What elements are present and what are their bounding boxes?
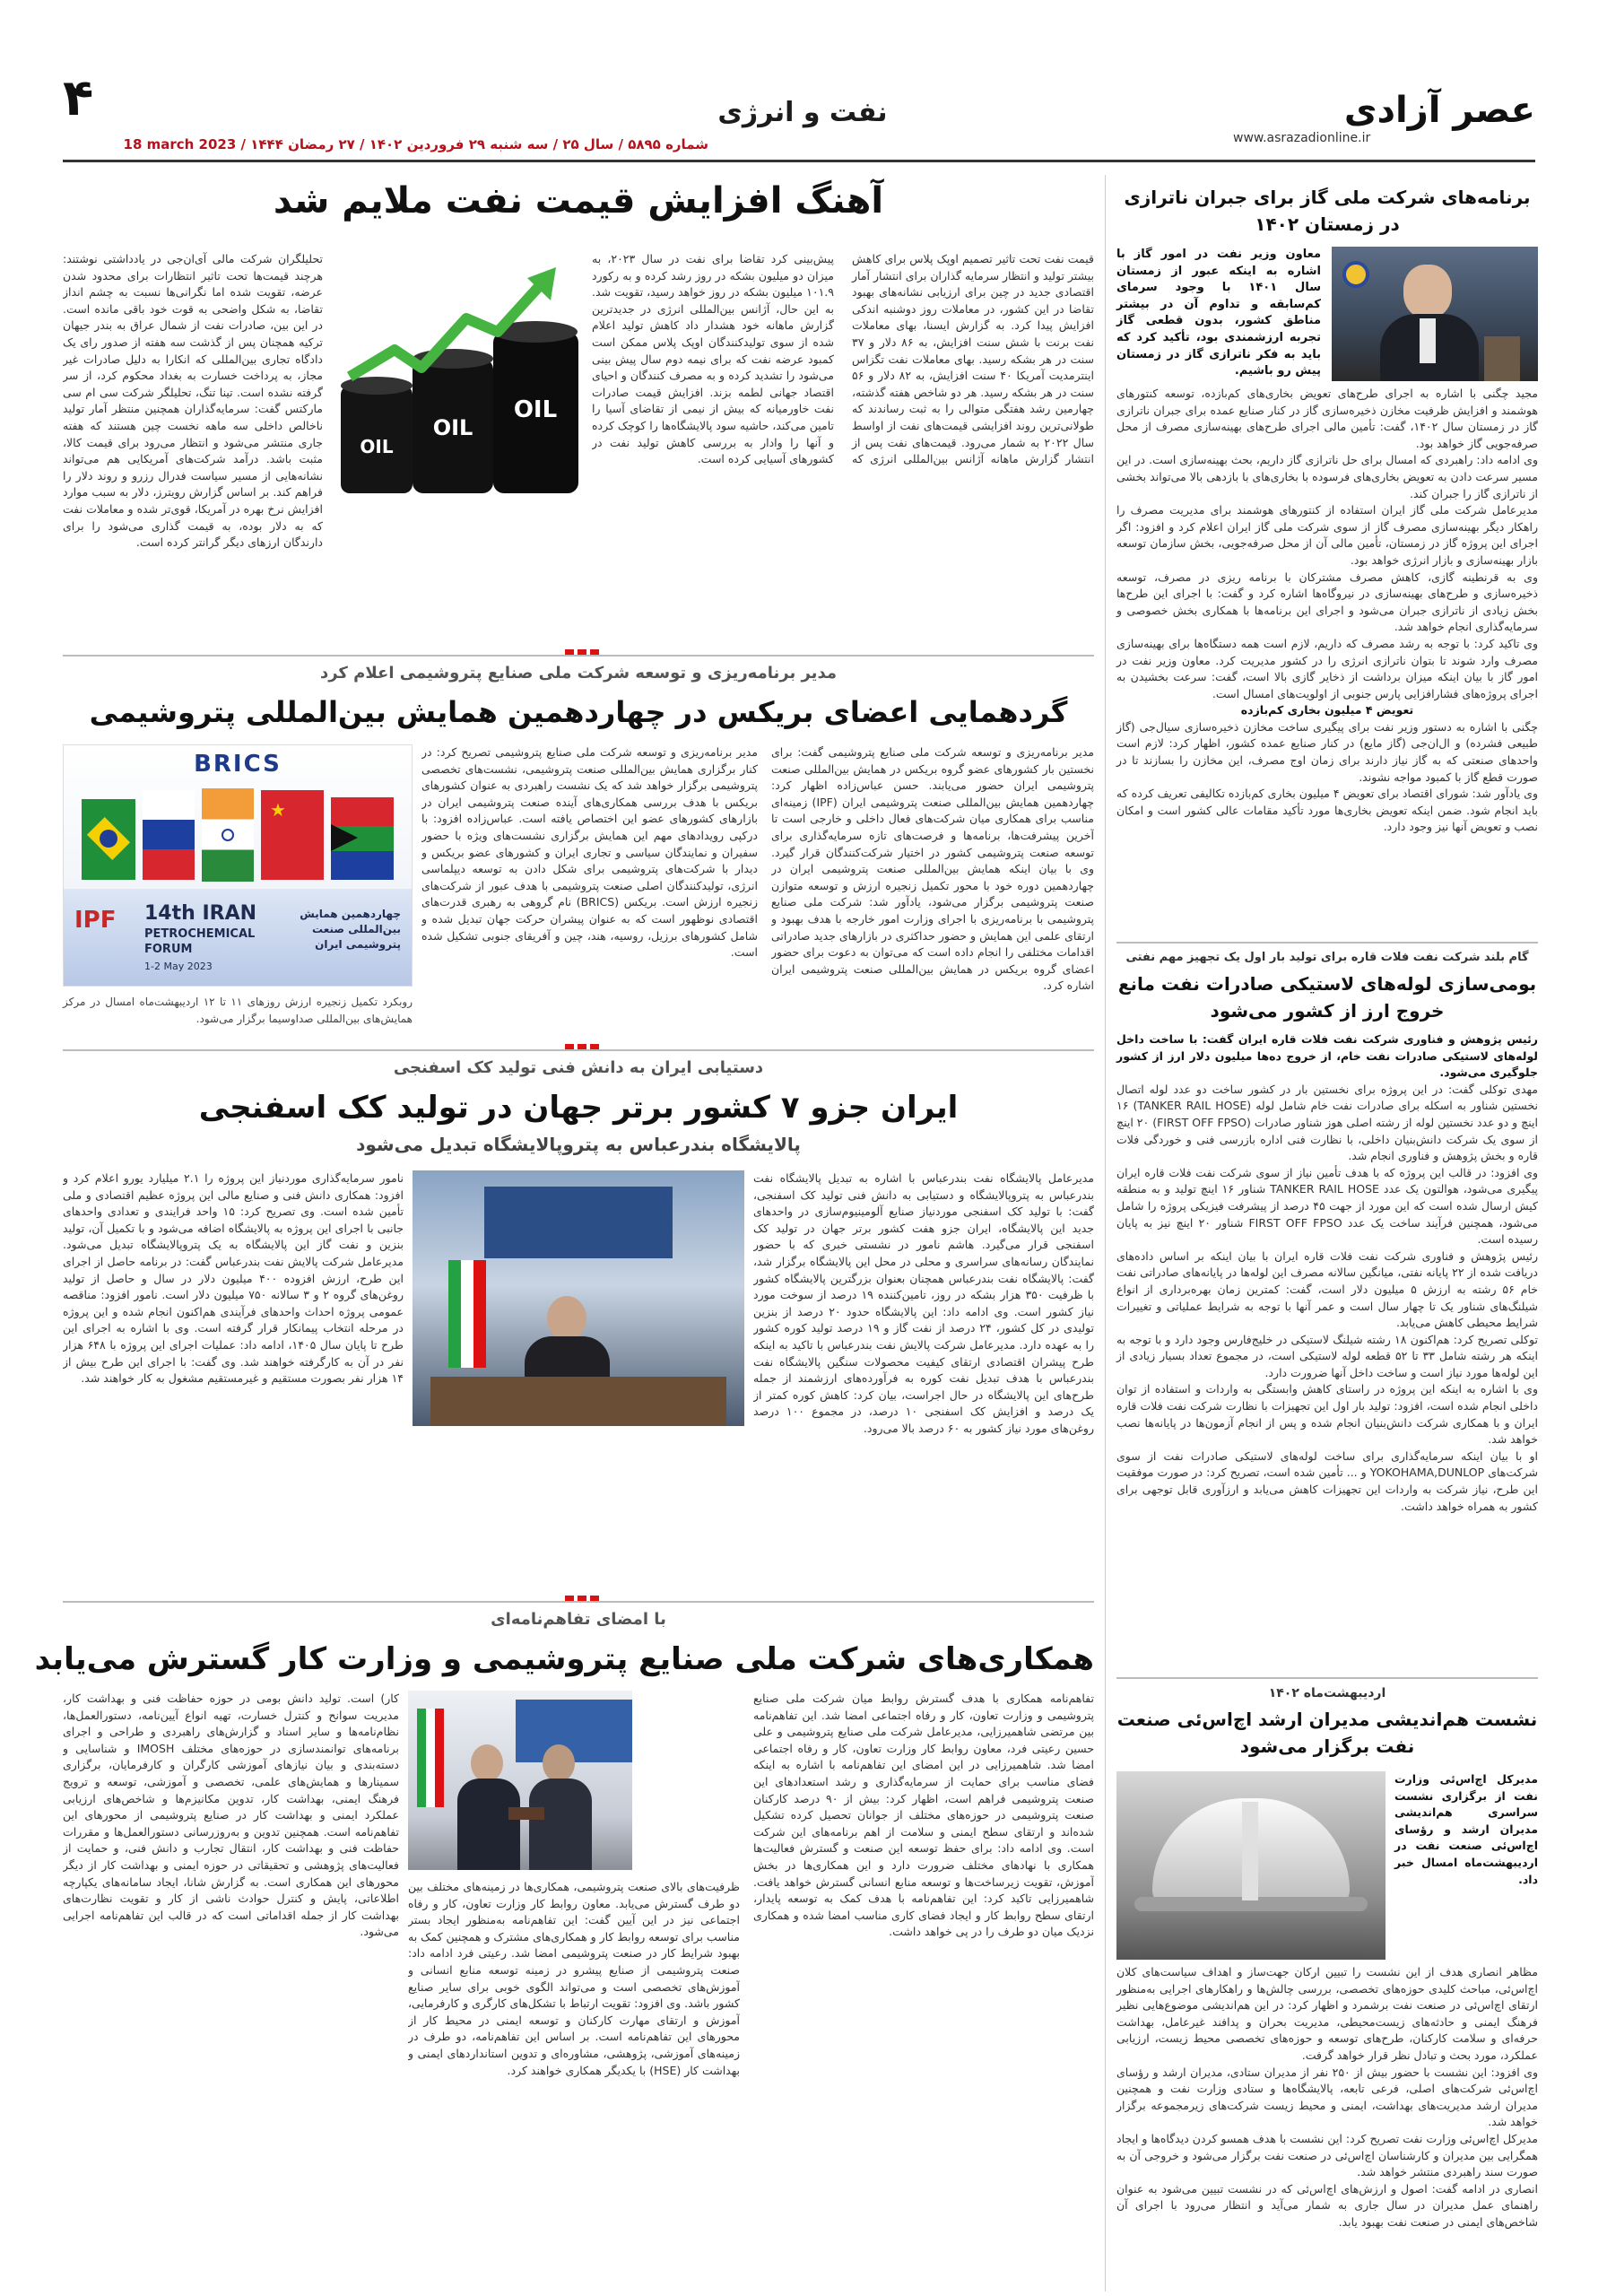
barrel-1 xyxy=(341,377,413,493)
coop-title: همکاری‌های شرکت ملی صنایع پتروشیمی و وزارت کار گسترش می‌یابد xyxy=(34,1641,1094,1677)
brics-kicker: مدیر برنامه‌ریزی و توسعه شرکت ملی صنایع پتروشیمی اعلام کرد xyxy=(320,664,837,683)
oil-barrels-illustration xyxy=(332,251,583,511)
coke-subtitle: پالایشگاه بندرعباس به پتروپالایشگاه تبدیل می‌شود xyxy=(356,1134,801,1155)
brics-caption: روبکرد تکمیل زنجیره ارزش روزهای ۱۱ تا ۱۲ اردیبهشت‌ماه امسال در مرکز همایش‌های بین‌المللی صداوسیما برگزار می‌شود. xyxy=(63,996,413,1025)
coke-title: ایران جزو ۷ کشور برتر جهان در تولید کک اسفنجی xyxy=(198,1090,959,1126)
coop-kicker: با امضای تفاهم‌نامه‌ای xyxy=(491,1610,666,1629)
date-line-fa: شماره ۵۸۹۵ / سال ۲۵ / سه شنبه ۲۹ فروردین ۱۴۰۲ / ۲۷ رمضان ۱۴۴۴ / xyxy=(240,136,708,152)
poster-logo: IPF xyxy=(74,907,117,934)
flag-south-africa xyxy=(331,797,394,880)
hse-p2: وی افزود: این نشست با حضور بیش از ۲۵۰ نفر از مدیران ستادی، مدیران ارشد و رؤسای اچ‌اس‌ئی شرکت‌های اصلی، فرعی تابعه، پالایشگاه‌ها و ستادی وزارت نفت و همچنین مدیران ارشد مدیریت‌های بهداشت، ایمنی و محیط زیست شرکت‌های زیرمجموعه برگزار خواهد شد. xyxy=(1116,2065,1538,2129)
poster-edition: 14th IRAN xyxy=(144,902,257,925)
brics-col1: مدیر برنامه‌ریزی و توسعه شرکت ملی صنایع پتروشیمی گفت: برای نخستین بار کشورهای عضو گروه بریکس در همایش بین‌المللی صنعت پتروشیمی ایران حضور می‌یابند. حسن عباس‌زاده اظهار کرد: چهاردهمین همایش بین‌المللی صنعت پتروشیمی ایران (IPF) زمینه‌ای مناسب برای همکاری میان شرکت‌های فعال داخلی و خارجی است تا آخرین پیشرفت‌ها، برنامه‌ها و فرصت‌های تازه سرمایه‌گذاری برای توسعه صنعت پتروشیمی کشور در اختیار شرکت‌کنندگان قرار گیرد. وی با بیان اینکه همایش بین‌المللی صنعت پتروشیمی ایران در چهاردهمین دوره خود با محور تکمیل زنجیره ارزش و توسعه متوازن صنعت پتروشیمی برگزار می‌شود، یادآور شد: شرکت ملی صنایع پتروشیمی با برنامه‌ریزی با اجرای وزارت امور خارجه با هدف بهبود و ارتقای علمی این همایش و حضور حداکثری در بازارهای جدید صادراتی اقدامات مختلفی را انجام داده است که می‌توان به دعوت برای حضور اعضای گروه بریکس در همایش بین‌المللی صنعت پتروشیمی ایران اشاره کرد. xyxy=(771,745,1094,993)
website: www.asrazadionline.ir xyxy=(1233,131,1371,145)
pipe-p2: وی افزود: در قالب این پروژه که با هدف تأمین نیاز از سوی شرکت نفت فلات قاره ایران پیگیری می‌شود، هوالتون یک عدد TANKER RAIL HOSE شناور ۱۶ اینچ تولید و به منطقه کیش ارسال شده است که این مورد از جهت ۴۵ درصد از پیشرفت فیزیکی پروژه را شامل می‌شود، همچنین فرآیند ساخت یک عدد FIRST OFF FPSO شناور ۲۰ اینچ نیز به پایان رسیده است. xyxy=(1116,1165,1539,1247)
coke-kicker: دستیابی ایران به دانش فنی تولید کک اسفنجی xyxy=(393,1058,764,1077)
page-number: ۴ xyxy=(63,69,94,127)
date-line xyxy=(63,136,708,152)
date-line-en: 18 march 2023 xyxy=(123,136,237,152)
barrel-3-label: OIL xyxy=(513,396,558,423)
gas-lead: معاون وزیر نفت در امور گاز با اشاره به اینکه عبور از زمستان سال ۱۴۰۱ با وجود سرمای کم‌سابقه و تداوم آن در بیشتر مناطق کشور، بدون قطعی گاز تجربه ارزشمندی بود، تأکید کرد که باید به فکر ناترازی گاز در زمستان پیش رو باشیم. xyxy=(1116,248,1321,378)
coke-press-photo xyxy=(413,1170,744,1426)
gas-subhead: تعویض ۴ میلیون بخاری کم‌بازده xyxy=(1240,703,1414,718)
hse-p3: مدیرکل اچ‌اس‌ئی وزارت نفت تصریح کرد: این نشست با هدف همسو کردن دیدگاه‌ها و ایجاد همگرایی بین مدیران و کارشناسان اچ‌اس‌ئی در صنعت نفت برگزار می‌شود و خروجی آن به صورت سند راهبردی منتشر خواهد شد. xyxy=(1116,2131,1538,2179)
coke-col2: نامور سرمایه‌گذاری موردنیاز این پروژه را ۲.۱ میلیارد یورو اعلام کرد و افزود: همکاری دانش فنی و صنایع مالی این پروژه عظیم اقتصادی و ملی تأمین شده است. وی تصریح کرد: ۱۵ واحد فرایندی و تعدادی واحدهای جانبی با اجرای این پروژه به پالایشگاه اضافه می‌شود و با تکمیل آن، تولید بنزین و نفت گاز این پالایشگاه به یک پتروپالایشگاه تبدیل می‌شود. مدیرعامل شرکت پالایش نفت بندرعباس گفت: در برنامه حاصل از اجرای این طرح، ارزش افزوده ۴۰۰ میلیون دلار در سال و حاصل از تولید روغن‌های گروه ۲ و ۳ سالانه ۷۵۰ میلیون دلار است. نامور افزود: مناقصه عمومی پروژه احداث واحدهای فرآیندی هم‌اکنون انجام شده و این پروژه در مرحله انتخاب پیمانکار قرار گرفته است. وی با اشاره به اجرای این طرح تا پایان سال ۱۴۰۵، ادامه داد: عملیات اجرای این پروژه با ۶۴۸ هزار نفر در آن به کارگرفته خواهند شد. وی گفت: با اجرای این طرح بیش از ۱۴ هزار نفر بصورت مستقیم و غیرمستقیم مشغول به کار خواهند شد. xyxy=(63,1171,404,1386)
gas-p2: وی ادامه داد: راهبردی که امسال برای حل ناترازی گاز داریم، بحث بهینه‌سازی است. در این مسیر سرعت دادن به تعویض بخاری‌های فرسوده با بخاری‌های با بازدهی بالا می‌تواند بخشی از ناترازی گاز را جبران کند. xyxy=(1116,453,1538,500)
barrel-2-label: OIL xyxy=(432,415,473,440)
hse-title: نشست هم‌اندیشی مدیران ارشد اچ‌اس‌ئی صنعت نفت برگزار می‌شود xyxy=(1116,1709,1538,1757)
brics-col2: مدیر برنامه‌ریزی و توسعه شرکت ملی صنایع پتروشیمی تصریح کرد: در کنار برگزاری همایش بین‌المللی صنعت پتروشیمی، نشست‌های تخصصی پتروشیمی برگزار خواهد شد که یک نشست راهبردی به عنوان کشورهای بریکس با هدف بررسی همکاری‌های آینده صنعت پتروشیمی ایران در بازارهای کشورهای عضو این اختصاص یافته است. عباس‌زاده افزود: با درکپی رویدادهای مهم این همایش برگزاری نشست‌های ویژه با حضور سفیران و نمایندگان سیاسی و تجاری ایران و کشورهای عضو بریکس و دیدار با شرکت‌های پتروشیمی برای شکل دادن به توسعه دیپلماسی انرژی، تولیدکنندگان اصلی صنعت پتروشیمی با هدف عبور از شرکت‌های زنجیره ارزش است. بریکس (BRICS) نام گروهی به رهبری قدرت‌های اقتصادی نوظهور است که به عنوان پیشران حرکت جهان تبدیل شده و شامل کشورهای برزیل، روسیه، هند، چین و آفریقای جنوبی تشکیل شده است. xyxy=(421,745,758,960)
hse-p4: انصاری در ادامه گفت: اصول و ارزش‌های اچ‌اس‌ئی که در نشست تبیین می‌شود به عنوان راهنمای عمل مدیران در سال جاری به شمار می‌آید و انتظار می‌رود با اجرای آن شاخص‌های ایمنی در صنعت نفت بهبود یابد. xyxy=(1116,2181,1538,2229)
flag-brazil xyxy=(82,799,135,880)
poster-heading: BRICS xyxy=(194,751,282,778)
barrel-1-label: OIL xyxy=(360,436,394,457)
brics-poster xyxy=(63,744,413,987)
flag-india xyxy=(202,788,254,882)
gas-p5: وی تاکید کرد: با توجه به رشد مصرف که داریم، لازم است همه دستگاه‌ها برای بهینه‌سازی مصرف وارد شوند تا بتوان ناترازی انرژی را در کشور مدیریت کرد. معاون وزیر نفت در امور گاز با بیان اینکه میزان برداشت از ذخایر گازی بالا است، گفت: سرعت بخشیدن به اجرای پروژه‌های فشارافزایی پارس جنوبی از اولویت‌های امسال است. xyxy=(1116,636,1538,700)
pipe-p3: رئیس پژوهش و فناوری شرکت نفت فلات قاره ایران با بیان اینکه بر اساس داده‌های دریافت شده از ۲۲ پایانه نفتی، میانگین سالانه مصرف این لوله‌ها در پایانه‌های صادراتی نفت خام ۵۶ رشته به ارزش ۵ میلیون دلار است، گفت: کمترین زمان بهره‌برداری از انواع شیلنگ‌های شناور یک تا چهار سال است و عمر آنها با توجه به شرایط عملیاتی و تغییرات شرایط محیطی کاهش می‌یابد. xyxy=(1116,1248,1539,1330)
gas-p7: وی یادآور شد: شورای اقتصاد برای تعویض ۴ میلیون بخاری کم‌بازده تکالیفی تعریف کرده که باید انجام شود. ضمن اینکه تعویض بخاری‌ها مورد تأکید مقامات عالی کشور است و امکان نصب و تعویض آنها نیز وجود دارد. xyxy=(1116,787,1538,834)
masthead-logo: عصر آزادی xyxy=(1343,90,1535,131)
gas-body xyxy=(1116,386,1538,836)
gas-title: برنامه‌های شرکت ملی گاز برای جبران ناترازی در زمستان ۱۴۰۲ xyxy=(1124,187,1531,235)
poster-fa-line: چهاردهمین همایش بین‌المللی صنعت پتروشیمی ایران xyxy=(300,908,401,951)
oil-title: آهنگ افزایش قیمت نفت ملایم شد xyxy=(273,180,884,222)
hse-lead: مدیرکل اچ‌اس‌ئی وزارت نفت از برگزاری نشست سراسری هم‌اندیشی مدیران ارشد و رؤسای اچ‌اس‌ئی صنعت نفت در اردیبهشت‌ماه امسال خبر داد. xyxy=(1394,1772,1538,1886)
coop-col3: کار) است. تولید دانش بومی در حوزه حفاظت فنی و بهداشت کار، مدیریت سوانح و کنترل خسارت، تهیه انواع آیین‌نامه، دستورالعمل‌ها، نظام‌نامه‌ها و سایر اسناد و گزارش‌های راهبردی و طراحی و اجرای برنامه‌های توانمندسازی در حوزه‌های مختلف IMOSH و شناسایی و دسته‌بندی و بیان نیازهای آموزشی کارگران و کارفرمایان، برگزاری سمینارها و همایش‌های علمی، تخصصی و آموزشی، توسعه و ترویج فرهنگ ایمنی، بهداشت کار، تدوین مکانیزم‌ها و شاخص‌های ارزیابی عملکرد ایمنی و بهداشت کار در صنایع پتروشیمی از محورهای این تفاهم‌نامه است. همچنین تدوین و به‌روزرسانی دستورالعمل‌ها و مقررات حفاظت فنی و بهداشت کار، انتقال تجارب و دانش فنی، و حمایت از فعالیت‌های پژوهشی و تحقیقاتی در حوزه ایمنی و بهداشت کار از دیگر محورهای این همکاری است. به گزارش شانا، ایجاد سامانه‌های یکپارچه اطلاعاتی، پایش و کنترل حوادث ناشی از کار و تقویت نظارت‌های بهداشت کار از جمله اقداماتی است که در قالب این تفاهم‌نامه اجرایی می‌شود. xyxy=(63,1692,399,1939)
section-title: نفت و انرژی xyxy=(717,97,888,128)
poster-title1: PETROCHEMICAL xyxy=(144,927,256,941)
gas-p1: مجید چگنی با اشاره به اجرای طرح‌های تعویض بخاری‌های کم‌بازده، توسعه کنتورهای هوشمند و افزایش ظرفیت مخازن ذخیره‌سازی گاز در کنار صنایع عمده برای جبران ناترازی گاز در زمستان سال ۱۴۰۲، گفت: تأمین مالی اجرای طرح‌های بهینه‌سازی مصرف از محل صرفه‌جویی گاز خواهد بود. xyxy=(1116,387,1538,450)
pipe-p6: او با بیان اینکه سرمایه‌گذاری برای ساخت لوله‌های لاستیکی صادرات نفت از سوی شرکت‌های YOKOHAMA,DUNLOP و ... تأمین شده است، تصریح کرد: در صورت موفقیت این طرح، نیاز شرکت به واردات این تجهیزات کاهش می‌یابد و ارزآوری قابل توجهی برای کشور به همراه خواهد داشت. xyxy=(1116,1448,1538,1513)
poster-dates: 1-2 May 2023 xyxy=(144,961,213,972)
coop-col1: تفاهم‌نامه همکاری با هدف گسترش روابط میان شرکت ملی صنایع پتروشیمی و وزارت تعاون، کار و رفاه اجتماعی امضا شد. این تفاهم‌نامه بین مرتضی شاهمیرزایی، مدیرعامل شرکت ملی صنایع پتروشیمی و علی حسین رعیتی فرد، معاون روابط کار وزارت تعاون، کار و رفاه اجتماعی امضا شد. شاهمیرزایی در این امضای این تفاهم‌نامه با اشاره به اینکه فضای مناسب برای حمایت از سرمایه‌گذاری و رشد استعدادهای این صنعت پتروشیمی فراهم است، اظهار کرد: بیش از ۹۰ درصد کارکنان صنعت پتروشیمی در حوزه‌های مختلف از جوانان تحصیل کرده تشکیل شده‌اند و ارتقای سطح ایمنی و سلامت از اهم برنامه‌های این شرکت است. وی ادامه داد: برای حفظ توسعه این صنعت و گسترش فعالیت‌ها همکاری با نهادهای مختلف ضرورت دارد و این همکاری‌ها در بخش آموزش، تقویت زیرساخت‌ها و توسعه منابع انسانی گسترش خواهد یافت. شاهمیرزایی تاکید کرد: این تفاهم‌نامه با هدف کمک به توسعه پایدار، ارتقای سطح روابط کار و ایجاد فضای کاری مناسب امضا شده و همکاری نزدیک میان دو طرف را در پی خواهد داشت. xyxy=(753,1692,1094,1939)
brics-title: گردهمایی اعضای بریکس در چهاردهمین همایش بین‌المللی پتروشیمی xyxy=(89,695,1068,729)
pipe-title: بومی‌سازی لوله‌های لاستیکی صادرات نفت مانع خروج ارز از کشور می‌شود xyxy=(1117,973,1537,1022)
hse-body xyxy=(1116,1964,1538,2231)
flag-china: ★ xyxy=(261,790,324,880)
pipe-p1: مهدی توکلی گفت: در این پروژه برای نخستین بار در کشور ساخت دو عدد لوله اتصال نخستین شناور به اسکله برای صادرات نفت خام شامل لوله (TANKER RAIL HOSE) ۱۶ اینچ و دو عدد نخستین لوله از رشته اصلی هوز شناور صادرات (FIRST OFF FPSO) ۲۰ اینچ از سوی یک شرکت دانش‌بنیان داخلی، با نظارت فنی اداره بازرسی فنی و خوردگی فلات قاره و بخش پژوهش و فناوری انجام شد. xyxy=(1116,1082,1538,1163)
pipe-body xyxy=(1116,1031,1538,1515)
coop-col2: ظرفیت‌های بالای صنعت پتروشیمی، همکاری‌ها در زمینه‌های مختلف بین دو طرف گسترش می‌یابد. معاون روابط کار وزارت تعاون، کار و رفاه اجتماعی نیز در این آیین گفت: این تفاهم‌نامه به‌منظور ایجاد بستر مناسب برای توسعه روابط کار و همکاری‌های مشترک و همچنین کمک به بهبود شرایط کار در صنعت پتروشیمی امضا شد. رعیتی فرد ادامه داد: صنعت پتروشیمی از صنایع پیشرو در زمینه توسعه منابع انسانی و آموزش‌های تخصصی است و می‌تواند الگوی خوبی برای سایر صنایع کشور باشد. وی افزود: تقویت ارتباط با تشکل‌های کارگری و کارفرمایی، آموزش و ارتقای مهارت کارکنان و توسعه ایمنی در محیط کار از محورهای این تفاهم‌نامه است. بر اساس این تفاهم‌نامه، دو طرف در زمینه‌های آموزشی، پژوهشی، مشاوره‌ای و تدوین استانداردهای ایمنی و بهداشت کار (HSE) با یکدیگر همکاری خواهند کرد. xyxy=(408,1880,740,2077)
pipe-p5: وی با اشاره به اینکه این پروژه در راستای کاهش وابستگی به واردات و استفاده از توان داخلی انجام شده است، افزود: تولید بار اول این تجهیزات با نظارت شرکت نفت فلات قاره ایران و با همکاری شرکت دانش‌بنیان انجام شده و پس از انجام آزمون‌ها در پایانه‌ها نصب خواهد شد. xyxy=(1116,1382,1538,1447)
gas-photo xyxy=(1332,247,1538,381)
hse-helmet-photo xyxy=(1116,1771,1385,1960)
gas-p3: مدیرعامل شرکت ملی گاز ایران استفاده از کنتورهای هوشمند برای مدیریت مصرف را راهکار دیگر بهینه‌سازی مصرف گاز از سوی شرکت ملی گاز ایران اعلام کرد و افزود: اگر اجرای این پروژه گاز در زمستان، تأمین مالی آن از محل صرفه‌جویی، بخش سازمان توسعه بازار بهینه‌سازی و بازار انرژی خواهد بود. xyxy=(1116,503,1538,567)
oil-col1: قیمت نفت تحت تاثیر تصمیم اوپک پلاس برای کاهش بیشتر تولید و انتظار سرمایه گذاران برای انتشار آمار اقتصادی جدید در چین برای ارزیابی نشانه‌های بهبود تقاضا در این کشور، در معاملات روز دوشنبه اندکی افزایش پیدا کرد. به گزارش ایسنا، بهای معاملات نفت برنت با شش سنت افزایش، به ۸۶ دلار و ۳۷ سنت در هر بشکه رسید. بهای معاملات نفت تگزاس اینترمدیت آمریکا ۴۰ سنت افزایش، به ۸۲ دلار و ۵۶ سنت در هر بشکه رسید. هر دو شاخص هفته گذشته، چهارمین رشد هفتگی متوالی را به ثبت رساندند که طولانی‌ترین روند افزایشی قیمت‌های نفت از اواسط سال ۲۰۲۲ به شمار می‌رود. قیمت‌های نفت پس از انتشار گزارش ماهانه آژانس بین‌المللی انرژی که پیش‌بینی کرد تقاضا برای نفت در سال ۲۰۲۳، به میزان دو میلیون بشکه در روز رشد کرده و به رکورد ۱۰۱.۹ میلیون بشکه در روز خواهد رسید، تقویت شد. به این حال، آژانس بین‌المللی انرژی در جدیدترین گزارش ماهانه خود هشدار داد کاهش تولید اعلام شده از سوی تولیدکنندگان اوپک پلاس ممکن است کمبود عرضه نفت که برای نیمه دوم سال پیش بینی می‌شود را تشدید کرده و به مصرف کنندگان و احیای اقتصاد جهانی لطمه بزند. افزایش قیمت صادرات نفت خاورمیانه که بیش از نیمی از تقاضای آسیا را تامین می‌کند، حاشیه سود پالایشگاه‌ها را کوچک کرده و آنها را وادار به بررسی کاهش تولید نفت در کشورهای آسیایی کرده است. xyxy=(592,252,1094,466)
hse-kicker: اردیبهشت‌ماه ۱۴۰۲ xyxy=(1268,1686,1386,1700)
coop-signing-photo xyxy=(408,1691,632,1870)
oil-col2: تحلیلگران شرکت مالی آی‌ان‌جی در یادداشتی نوشتند: هرچند قیمت‌ها تحت تاثیر انتظارات برای محدود شدن عرضه، تقویت شده اما نگرانی‌ها نسبت به چشم انداز تقاضا، به شکل واضحی به قوت خود باقی مانده است. در این بین، صادرات نفت از شمال عراق به بندر جیهان ترکیه همچنان پس از گذشت سه هفته از صدور رای یک دادگاه تجاری بین‌المللی که انکارا به دلیل صادرات غیر مجاز، به پرداخت خسارت به بغداد محکوم کرد، از سر گرفته نشده است. تینا تنگ، تحلیلگر شرکت سی ام سی مارکتس گفت: سرمایه‌گذاران همچنین منتظر آمار تولید ناخالص داخلی سه ماهه نخست چین هستند که هفته جاری منتشر می‌شود و انتظار می‌رود برای قیمت کالا، مثبت باشد. درآمد شرکت‌های آمریکایی هم می‌تواند نشانه‌هایی از مسیر سیاست فدرال رزرو و روند دلار را فراهم کند. بر اساس گزارش رویترز، دلار به سبب موارد افزایش نرخ بهره در آمریکا، قوی‌تر شده و معاملات نفت که به دلار بوده، به قیمت گذاری می‌شود را برای دارندگان ارزهای دیگر گرانتر کرده است. xyxy=(63,252,323,550)
coke-col1: مدیرعامل پالایشگاه نفت بندرعباس با اشاره به تبدیل پالایشگاه نفت بندرعباس به پتروپالایشگاه و دستیابی به دانش فنی تولید کک اسفنجی، گفت: با تولید کک اسفنجی موردنیاز صنایع آلومینیوم‌سازی در واحدهای جدید این پالایشگاه، ایران جزو هفت کشور برتر جهان در تولید کک اسفنجی قرار می‌گیرد. هاشم نامور در نشستی خبری که با حضور نمایندگان رسانه‌های سراسری و محلی در محل این پالایشگاه برگزار شد، گفت: پالایشگاه نفت بندرعباس همچنان بعنوان بزرگترین پالایشگاه کشور با ظرفیت ۳۵۰ هزار بشکه در روز، تامین‌کننده ۱۹ درصد از سوخت مورد نیاز کشور است. وی ادامه داد: این پالایشگاه حدود ۲۰ درصد از بنزین تولیدی در کل کشور، ۲۴ درصد از نفت گاز و ۱۹ درصد تولید کوره کشور را به عهده دارد. مدیرعامل شرکت پالایش نفت بندرعباس با تاکید به اینکه طرح پیشران اقتصادی ارتقای کیفیت محصولات سنگین پالایشگاه نفت بندرعباس با هدف تبدیل نفت کوره به فرآورده‌های ارزشمند از جمله طرح‌های این پالایشگاه در حال اجراست، بیان کرد: کاهش کوره کمتر از یک درصد و افزایش کک اسفنجی ۱۰ درصد، در مجموع ۱۰۰ درصد روغن‌های مورد نیاز کشور به ۶۰ درصد بالا می‌رود. xyxy=(753,1171,1094,1435)
poster-title2: FORUM xyxy=(144,943,193,956)
gas-p4: وی به قرنطینه گازی، کاهش مصرف مشترکان با برنامه ریزی در مصرف، توسعه ذخیره‌سازی و طرح‌های بهینه‌سازی در نیروگاه‌ها اشاره کرد و گفت: با اجرای این طرح‌ها بخش زیادی از ناترازی جبران می‌شود و اجرای این برنامه‌ها با همکاری بخش خصوصی و سرمایه‌گذاری انجام خواهد شد. xyxy=(1116,570,1538,634)
barrel-3 xyxy=(493,321,578,493)
pipe-kicker: گام بلند شرکت نفت فلات قاره برای تولید بار اول یک تجهیز مهم نفتی xyxy=(1125,951,1529,964)
pipe-p4: توکلی تصریح کرد: هم‌اکنون ۱۸ رشته شیلنگ لاستیکی در خلیج‌فارس وجود دارد و با توجه به اینکه هر رشته شامل ۳۳ تا ۵۲ قطعه لوله لاستیکی است، در مجموع تعداد بسیار زیادی از این لوله‌ها مورد نیاز است و ساخت داخل آنها ضرورت دارد. xyxy=(1116,1332,1538,1379)
flag-russia xyxy=(143,790,195,880)
gas-p6: چگنی با اشاره به دستور وزیر نفت برای پیگیری ساخت مخازن ذخیره‌سازی سیال‌جی (گاز طبیعی فشرده) و ال‌ان‌جی (گاز مایع) در کنار صنایع عمده کشور، اظهار کرد: لازم است واحدهای صنعتی که به گاز نیاز دارند برای زمان اوج مصرف، این مخازن را بسازند تا در صورت قطع گاز با کمبود مواجه نشوند. xyxy=(1116,719,1538,784)
hse-p1: مظاهر انصاری هدف از این نشست را تبیین ارکان جهت‌ساز و اهداف سیاست‌های کلان اچ‌اس‌ئی، مباحث کلیدی حوزه‌های تخصصی، بررسی چالش‌ها و راهکارهای اجرایی به‌منظور ارتقای اچ‌اس‌ئی در صنعت نفت برشمرد و اظهار کرد: در این هم‌اندیشی موضوع‌هایی نظیر فرهنگ ایمنی و حادثه‌های زیست‌محیطی، مدیریت بحران و پدافند غیرعامل، بهداشت حرفه‌ای و سلامت کارکنان، طرح‌های توسعه و حوزه‌های تخصصی محیط زیست، ارزیابی عملکرد، مورد بحث و تبادل نظر قرار خواهد گرفت. xyxy=(1116,1965,1538,2062)
pipe-lead: رئیس پژوهش و فناوری شرکت نفت فلات قاره ایران گفت: با ساخت داخل لوله‌های لاستیکی صادرات نفت خام، از خروج ده‌ها میلیون دلار ارز از کشور جلوگیری می‌شود. xyxy=(1116,1032,1538,1080)
